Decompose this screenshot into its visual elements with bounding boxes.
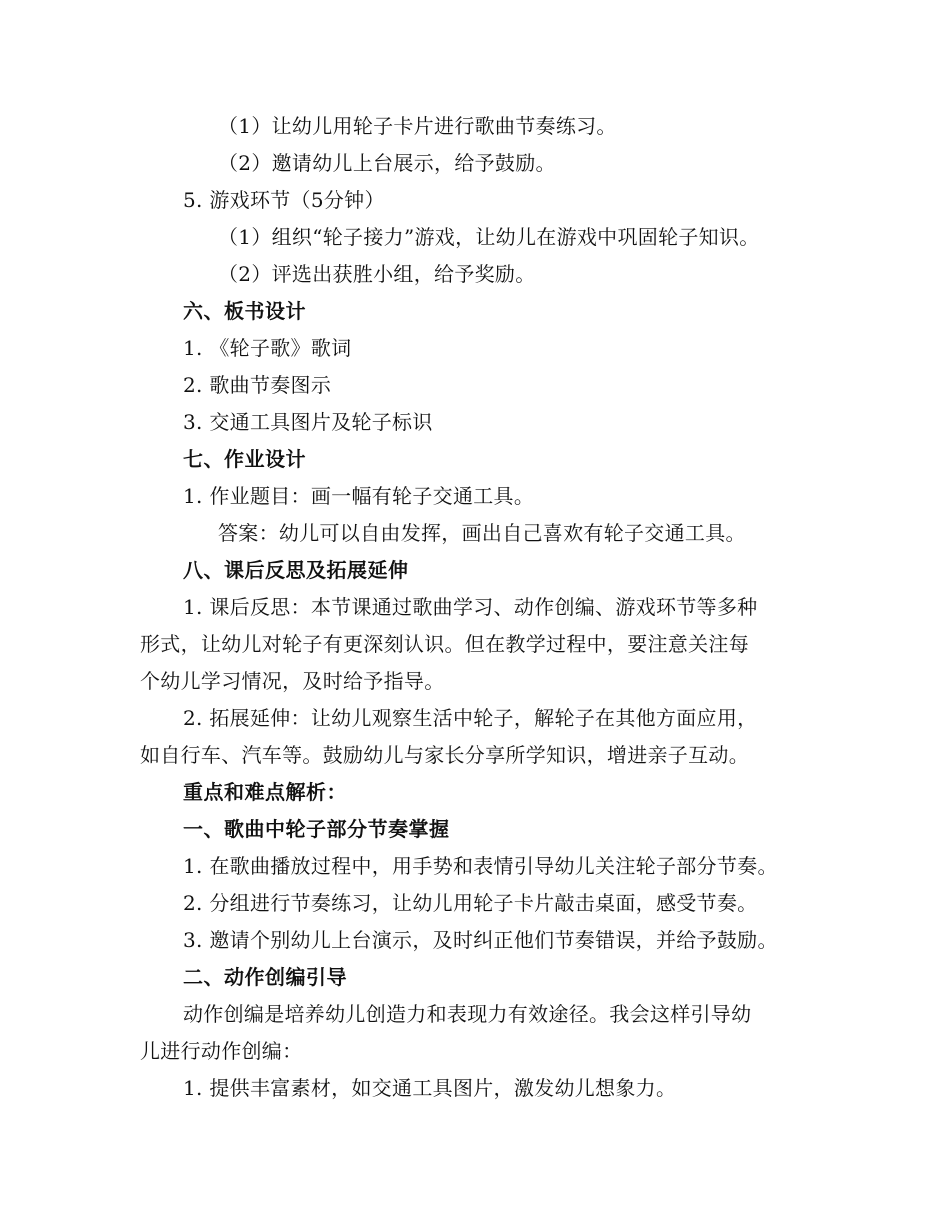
text-line: 如自行车、汽车等。鼓励幼儿与家长分享所学知识，增进亲子互动。 xyxy=(140,743,749,767)
text-line: （1）让幼儿用轮子卡片进行歌曲节奏练习。 xyxy=(218,114,617,138)
text-line: （2）评选出获胜小组，给予奖励。 xyxy=(218,262,536,286)
text-line: 1. 提供丰富素材，如交通工具图片，激发幼儿想象力。 xyxy=(183,1076,677,1100)
text-line: 个幼儿学习情况，及时给予指导。 xyxy=(140,669,445,693)
text-line: （1）组织“轮子接力”游戏，让幼儿在游戏中巩固轮子知识。 xyxy=(218,225,760,249)
text-line: 1. 在歌曲播放过程中，用手势和表情引导幼儿关注轮子部分节奏。 xyxy=(183,854,778,878)
text-line: 1. 作业题目：画一幅有轮子交通工具。 xyxy=(183,484,535,508)
section-heading: 一、歌曲中轮子部分节奏掌握 xyxy=(183,817,450,841)
text-line: 答案：幼儿可以自由发挥，画出自己喜欢有轮子交通工具。 xyxy=(218,521,746,545)
section-heading: 六、板书设计 xyxy=(183,299,306,323)
text-line: 形式，让幼儿对轮子有更深刻认识。但在教学过程中，要注意关注每 xyxy=(140,632,749,656)
text-line: 儿进行动作创编： xyxy=(140,1039,303,1063)
text-line: 5. 游戏环节（5分钟） xyxy=(183,188,385,212)
section-heading: 二、动作创编引导 xyxy=(183,965,347,989)
text-line: 动作创编是培养幼儿创造力和表现力有效途径。我会这样引导幼 xyxy=(183,1002,752,1026)
section-heading: 八、课后反思及拓展延伸 xyxy=(183,558,409,582)
text-line: 2. 歌曲节奏图示 xyxy=(183,373,332,397)
text-line: 2. 拓展延伸：让幼儿观察生活中轮子，解轮子在其他方面应用， xyxy=(183,706,758,730)
section-heading: 七、作业设计 xyxy=(183,447,306,471)
section-heading: 重点和难点解析： xyxy=(183,780,347,804)
text-line: （2）邀请幼儿上台展示，给予鼓励。 xyxy=(218,151,556,175)
text-line: 2. 分组进行节奏练习，让幼儿用轮子卡片敲击桌面，感受节奏。 xyxy=(183,891,758,915)
text-line: 1. 课后反思：本节课通过歌曲学习、动作创编、游戏环节等多种 xyxy=(183,595,758,619)
text-line: 3. 邀请个别幼儿上台演示，及时纠正他们节奏错误，并给予鼓励。 xyxy=(183,928,778,952)
text-line: 1. 《轮子歌》歌词 xyxy=(183,336,352,360)
text-line: 3. 交通工具图片及轮子标识 xyxy=(183,410,433,434)
